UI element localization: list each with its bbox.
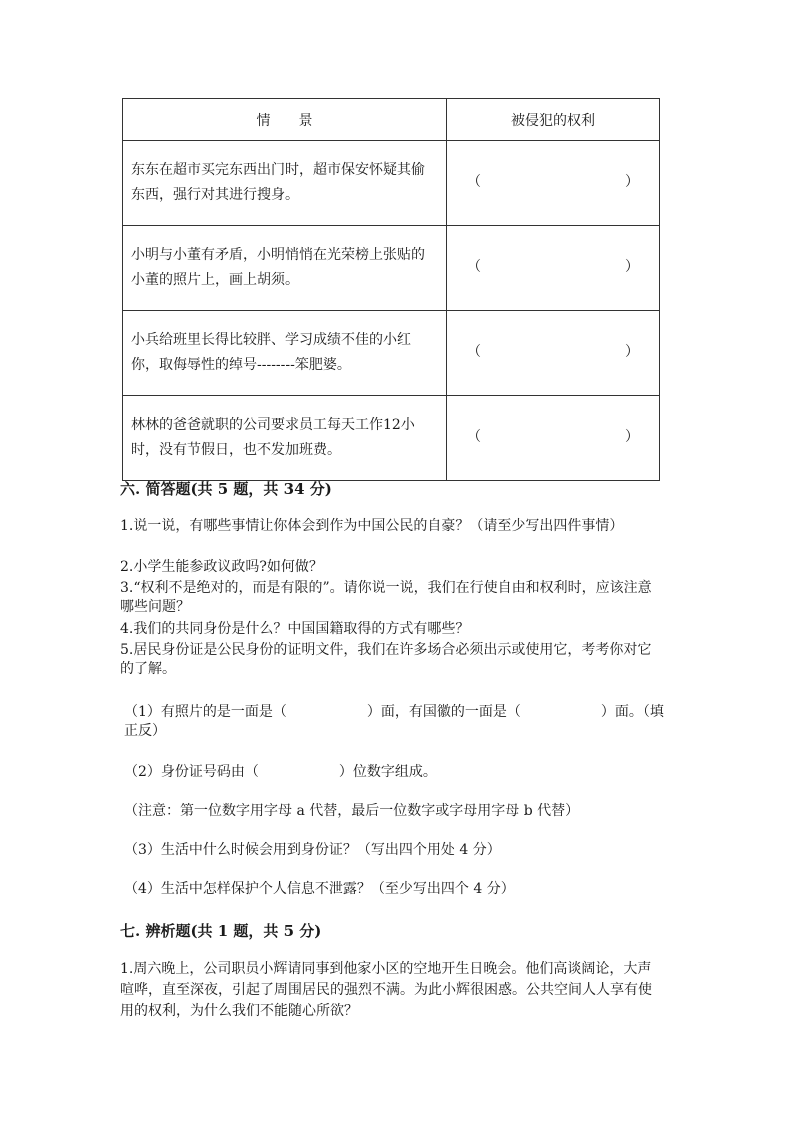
subquestion-4: （4）生活中怎样保护个人信息不泄露？（至少写出四个 4 分） xyxy=(124,881,515,897)
scene-text: 小兵给班里长得比较胖、学习成绩不佳的小红你，取侮辱性的绰号--------笨肥婆。 xyxy=(123,311,447,396)
right-paren: ） xyxy=(625,344,639,360)
section7-heading: 七. 辨析题(共 1 题，共 5 分) xyxy=(120,922,322,940)
question-3: 3.“权利不是绝对的，而是有限的”。请你说一说，我们在行使自由和权利时，应该注意哪些问题？ xyxy=(120,580,652,615)
answer-blank[interactable] xyxy=(447,311,660,396)
question-5: 5.居民身份证是公民身份的证明文件，我们在许多场合必须出示或使用它，考考你对它的了解。 xyxy=(120,642,652,677)
table-row xyxy=(123,396,660,481)
header-scene: 情 景 xyxy=(123,99,447,141)
table-row xyxy=(123,141,660,226)
question-4: 4.我们的共同身份是什么？中国国籍取得的方式有哪些？ xyxy=(120,621,470,637)
left-paren: （ xyxy=(467,259,481,275)
table-header-row xyxy=(123,99,660,141)
subquestion-1-part-c: ）面。（填正反） xyxy=(124,704,664,739)
left-paren: （ xyxy=(467,174,481,190)
section6-heading: 六. 简答题(共 5 题，共 34 分) xyxy=(120,480,332,498)
answer-blank[interactable] xyxy=(447,226,660,311)
subquestion-2 xyxy=(124,763,669,782)
header-violated-right: 被侵犯的权利 xyxy=(447,99,660,141)
table-row xyxy=(123,226,660,311)
answer-blank[interactable] xyxy=(447,396,660,481)
scene-text: 小明与小董有矛盾，小明悄悄在光荣榜上张贴的小董的照片上，画上胡须。 xyxy=(123,226,447,311)
scene-text: 东东在超市买完东西出门时，超市保安怀疑其偷东西，强行对其进行搜身。 xyxy=(123,141,447,226)
scene-text: 林林的爸爸就职的公司要求员工每天工作12小时，没有节假日，也不发加班费。 xyxy=(123,396,447,481)
rights-table xyxy=(122,98,660,481)
note-text: （注意：第一位数字用字母 a 代替，最后一位数字或字母用字母 b 代替） xyxy=(124,803,580,819)
answer-blank[interactable] xyxy=(447,141,660,226)
table-row xyxy=(123,311,660,396)
subquestion-1-part-a: （1）有照片的是一面是（ xyxy=(124,704,287,720)
right-paren: ） xyxy=(625,174,639,190)
left-paren: （ xyxy=(467,344,481,360)
subquestion-1-part-b: ）面，有国徽的一面是（ xyxy=(366,704,521,720)
subquestion-3: （3）生活中什么时候会用到身份证？（写出四个用处 4 分） xyxy=(124,842,501,858)
subquestion-1 xyxy=(124,703,669,741)
right-paren: ） xyxy=(625,429,639,445)
subquestion-2-part-b: ）位数字组成。 xyxy=(338,764,437,780)
right-paren: ） xyxy=(625,259,639,275)
left-paren: （ xyxy=(467,429,481,445)
subquestion-2-part-a: （2）身份证号码由（ xyxy=(124,764,259,780)
question-2: 2.小学生能参政议政吗?如何做？ xyxy=(120,559,323,575)
section7-question-1: 1.周六晚上，公司职员小辉请同事到他家小区的空地开生日晚会。他们高谈阔论，大声喧哗，直至深夜，引起了周围居民的强烈不满。为此小辉很困惑。公共空间人人享有使用的权利，为什么我们不能随心所欲？ xyxy=(120,961,652,1019)
question-1: 1.说一说，有哪些事情让你体会到作为中国公民的自豪？（请至少写出四件事情） xyxy=(120,518,624,534)
